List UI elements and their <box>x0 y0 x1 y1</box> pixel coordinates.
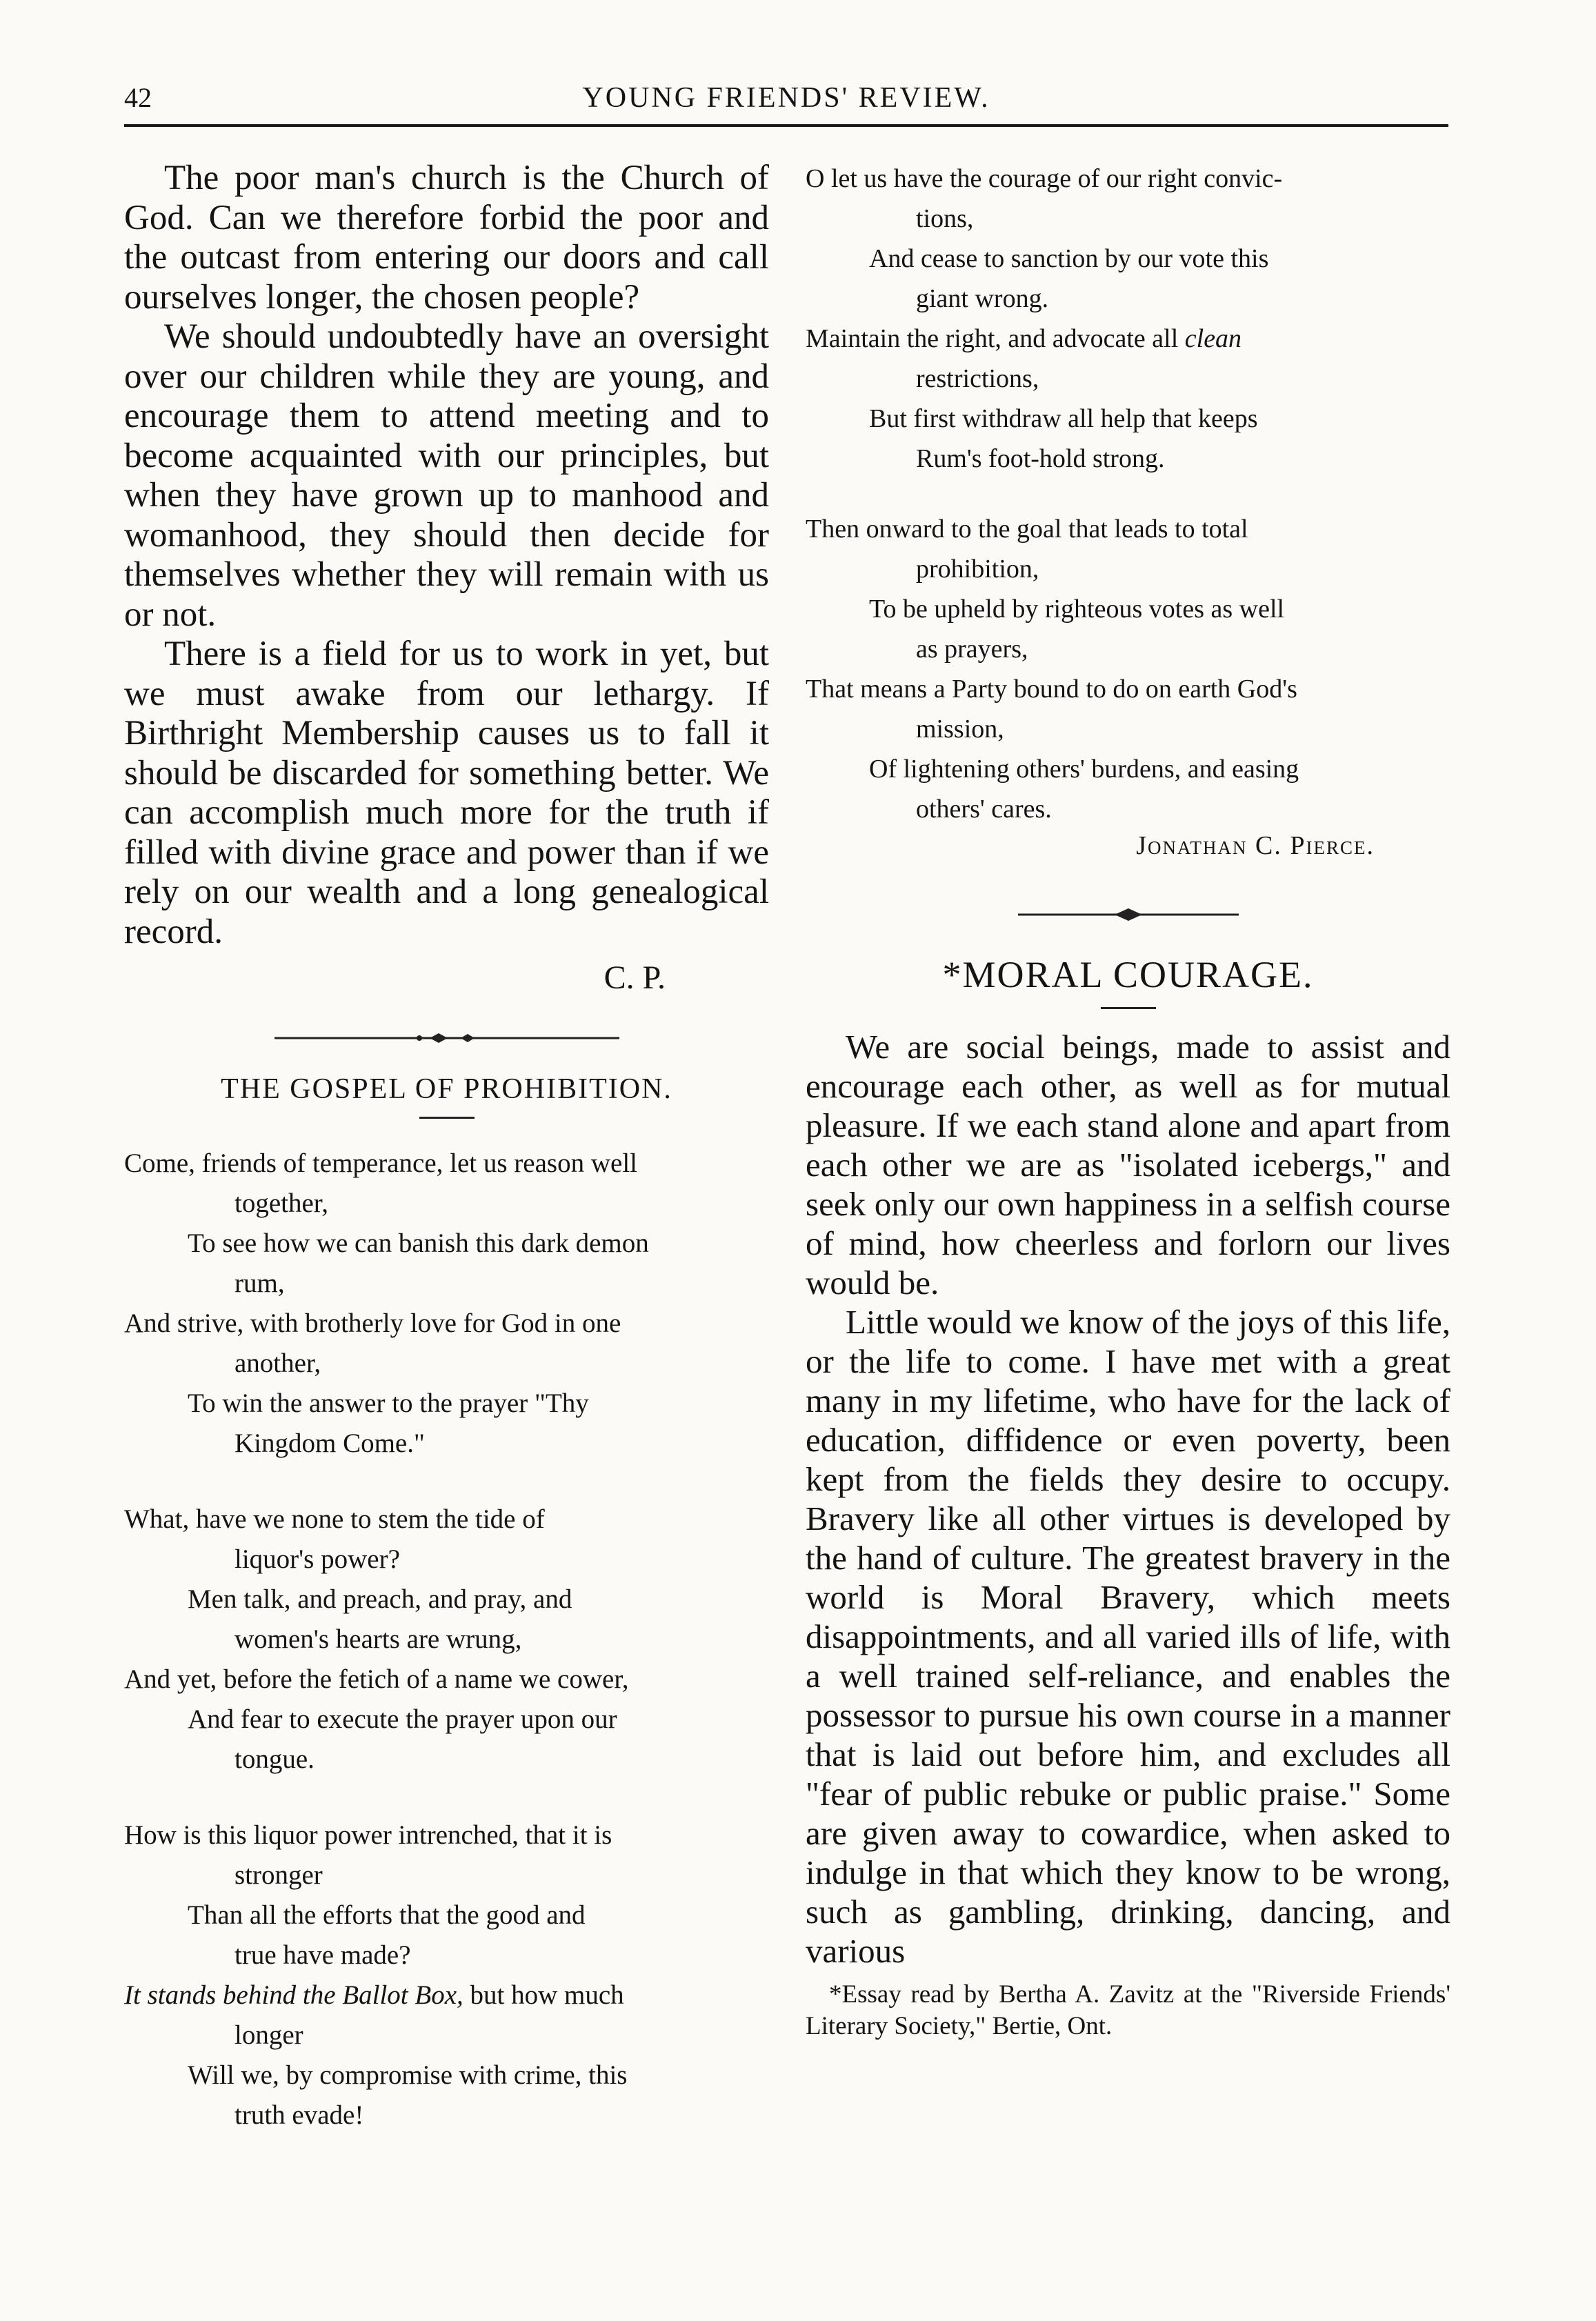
poem-stanza <box>124 1500 769 1780</box>
ornamental-divider <box>254 1024 640 1052</box>
verse-line: To be upheld by righteous votes as well <box>869 595 1285 624</box>
page-header <box>124 81 1448 127</box>
verse-line: giant wrong. <box>916 284 1049 313</box>
verse-line: O let us have the courage of our right convic- <box>806 164 1283 193</box>
right-column <box>806 159 1450 2042</box>
verse-line: And cease to sanction by our vote this <box>869 244 1269 273</box>
verse-line: And yet, before the fetich of a name we cower, <box>124 1664 629 1694</box>
verse-line: Than all the efforts that the good and <box>188 1900 586 1930</box>
poem-title: THE GOSPEL OF PROHIBITION. <box>221 1073 672 1105</box>
paragraph: The poor man's church is the Church of God. Can we therefore forbid the poor and the outcast from entering our doors and call ourselves longer, the chosen people? <box>124 159 769 317</box>
verse-line: rum, <box>235 1268 285 1298</box>
italic-phrase: It stands behind the Ballot Box, <box>124 1980 463 2010</box>
article-signature: C. P. <box>604 959 666 996</box>
verse-line: true have made? <box>235 1940 411 1970</box>
verse-line: Will we, by compromise with crime, this <box>188 2060 628 2090</box>
verse-line: Then onward to the goal that leads to total <box>806 515 1248 544</box>
verse-line: another, <box>235 1348 321 1378</box>
verse-line: Come, friends of temperance, let us reason well <box>124 1148 637 1178</box>
verse-line: And fear to execute the prayer upon our <box>188 1704 617 1734</box>
essay-title: *MORAL COURAGE. <box>942 954 1314 995</box>
verse-line: Men talk, and preach, and pray, and <box>188 1584 572 1614</box>
poem-stanza <box>124 1815 769 2135</box>
title-dash <box>419 1117 475 1119</box>
verse-fragment: Maintain the right, and advocate all <box>806 324 1185 353</box>
verse-line: women's hearts are wrung, <box>235 1624 522 1654</box>
poem-stanza <box>124 1144 769 1464</box>
verse-line <box>806 319 1450 359</box>
verse-line: stronger <box>235 1860 323 1890</box>
paragraph: Little would we know of the joys of this life, or the life to come. I have met with a great many in my lifetime, who have for the lack of education, diffidence or even poverty, been kept from the fields they desire to occupy. Bravery like all other virtues is developed by the hand of culture. The greatest bravery in the world is Moral Bravery, which meets disappointments, and all varied ills of life, with a well trained self-reliance, and enables the possessor to pursue his own course in a manner that is laid out before him, and excludes all "fear of public rebuke or public praise." Some are given away to cowardice, when asked to indulge in that which they know to be wrong, such as gambling, drinking, dancing, and various <box>806 1303 1450 1970</box>
verse-line: mission, <box>916 715 1004 744</box>
verse-line: What, have we none to stem the tide of <box>124 1504 545 1534</box>
verse-line: That means a Party bound to do on earth God's <box>806 675 1297 704</box>
verse-line: others' cares. <box>916 795 1052 824</box>
verse-line: To win the answer to the prayer "Thy <box>188 1388 589 1418</box>
paragraph: We are social beings, made to assist and encourage each other, as well as for mutual pleasure. If we each stand alone and apart from each other we are as "isolated icebergs," and seek only our own happiness in a selfish course of mind, how cheerless and forlorn our lives would be. <box>806 1028 1450 1302</box>
italic-word: clean <box>1184 324 1242 353</box>
poem-stanza <box>806 509 1450 829</box>
page-number: 42 <box>124 82 152 113</box>
verse-fragment: but how much <box>463 1980 624 2010</box>
closing-article-text <box>124 159 769 952</box>
poem-author: Jonathan C. Pierce. <box>1136 831 1375 860</box>
verse-line: prohibition, <box>916 555 1039 584</box>
paragraph: There is a field for us to work in yet, but we must awake from our lethargy. If Birthright Membership causes us to fall it should be discarded for something better. We can accomplish much more for the truth if filled with divine grace and power than if we rely on our wealth and a long genealogical record. <box>124 635 769 951</box>
verse-line: But first withdraw all help that keeps <box>869 404 1258 433</box>
footnote <box>806 1979 1450 2042</box>
title-dash <box>1101 1007 1156 1009</box>
verse-line: restrictions, <box>916 364 1039 393</box>
verse-line: And strive, with brotherly love for God in one <box>124 1308 621 1338</box>
verse-line: Of lightening others' burdens, and easing <box>869 755 1299 784</box>
running-title: YOUNG FRIENDS' REVIEW. <box>582 82 990 114</box>
verse-line: Rum's foot-hold strong. <box>916 444 1165 473</box>
verse-line: truth evade! <box>235 2100 364 2130</box>
verse-line: tions, <box>916 204 974 233</box>
poem-stanza <box>806 159 1450 479</box>
footnote-text: *Essay read by Bertha A. Zavitz at the "Riverside Friends' Literary Society," Bertie, Ont. <box>806 1980 1450 2040</box>
verse-line: How is this liquor power intrenched, that it is <box>124 1820 612 1850</box>
verse-line <box>124 1975 769 2015</box>
ornamental-divider <box>1011 901 1246 928</box>
verse-line: To see how we can banish this dark demon <box>188 1228 649 1258</box>
verse-line: together, <box>235 1188 328 1218</box>
essay-text <box>806 1027 1450 1971</box>
left-column <box>124 159 769 2171</box>
verse-line: longer <box>235 2020 303 2050</box>
paragraph: We should undoubtedly have an oversight over our children while they are young, and encourage them to attend meeting and to become acquainted with our principles, but when they have grown up to manhood and womanhood, they should then decide for themselves whether they will remain with us or not. <box>124 317 769 634</box>
verse-line: as prayers, <box>916 635 1028 664</box>
verse-line: liquor's power? <box>235 1544 400 1574</box>
verse-line: Kingdom Come." <box>235 1428 425 1458</box>
verse-line: tongue. <box>235 1744 315 1774</box>
